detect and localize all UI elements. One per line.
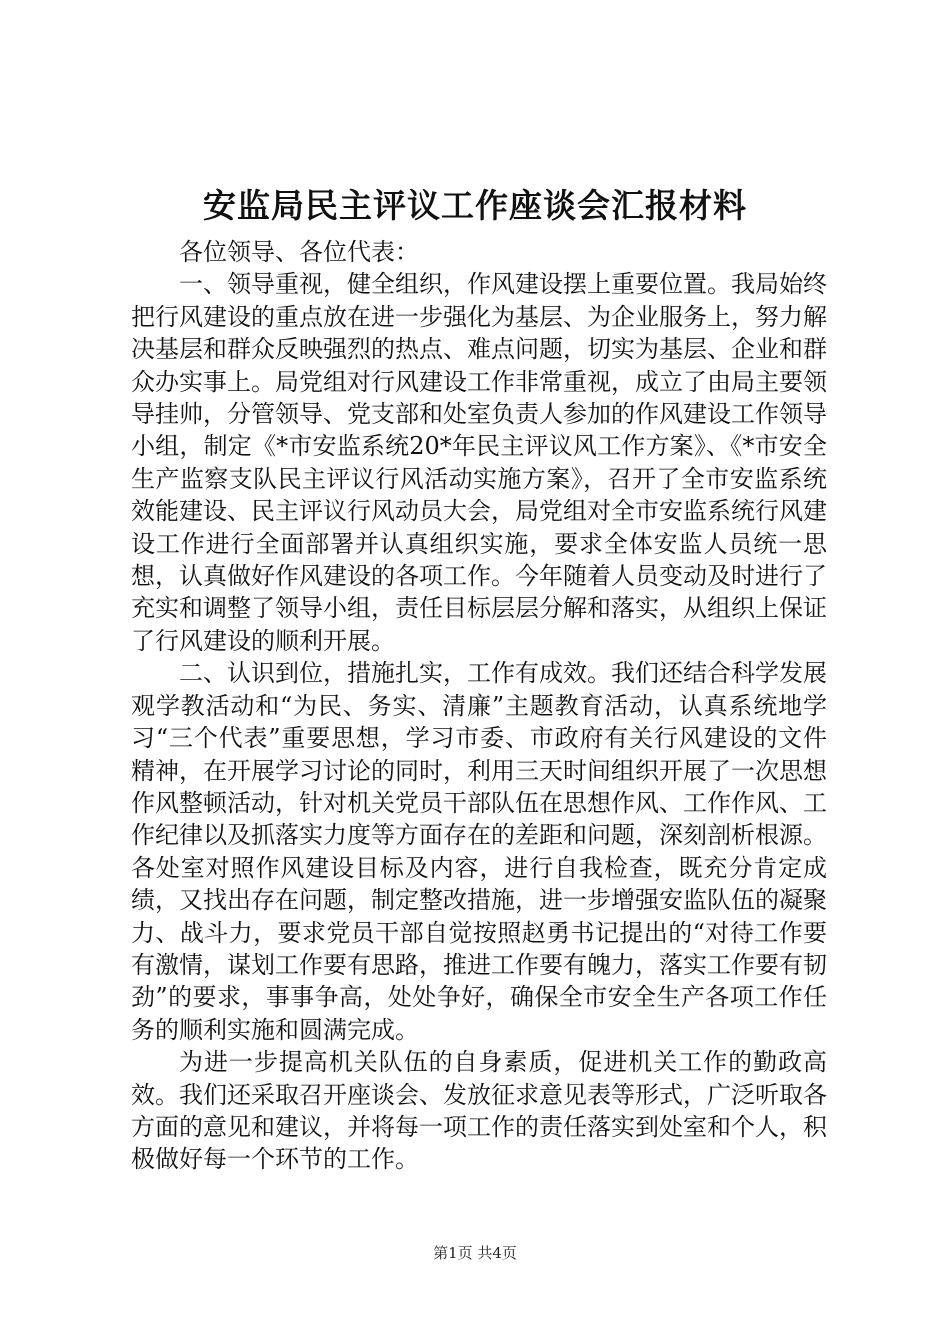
- paragraph-section-one: 一、领导重视，健全组织，作风建设摆上重要位置。我局始终把行风建设的重点放在进一步强化为基层、为企业服务上，努力解决基层和群众反映强烈的热点、难点问题，切实为基层、企业和群众办实事上。局党组对行风建设工作非常重视，成立了由局主要领导挂帅，分管领导、党支部和处室负责人参加的作风建设工作领导小组，制定《*市安监系统20*年民主评议风工作方案》、《*市安全生产监察支队民主评议行风活动实施方案》，召开了全市安监系统效能建设、民主评议行风动员大会，局党组对全市安监系统行风建设工作进行全面部署并认真组织实施，要求全体安监人员统一思想，认真做好作风建设的各项工作。今年随着人员变动及时进行了充实和调整了领导小组，责任目标层层分解和落实，从组织上保证了行风建设的顺利开展。: [131, 270, 827, 655]
- salutation: 各位领导、各位代表：: [179, 238, 419, 266]
- paragraph-section-two: 二、认识到位，措施扎实，工作有成效。我们还结合科学发展观学教活动和“为民、务实、清廉”主题教育活动，认真系统地学习“三个代表”重要思想，学习市委、市政府有关行风建设的文件精神，在开展学习讨论的同时，利用三天时间组织开展了一次思想作风整顿活动，针对机关党员干部队伍在思想作风、工作作风、工作纪律以及抓落实力度等方面存在的差距和问题，深刻剖析根源。各处室对照作风建设目标及内容，进行自我检查，既充分肯定成绩，又找出存在问题，制定整改措施，进一步增强安监队伍的凝聚力、战斗力，要求党员干部自觉按照赵勇书记提出的“对待工作要有激情，谋划工作要有思路，推进工作要有魄力，落实工作要有韧劲”的要求，事事争高，处处争好，确保全市安全生产各项工作任务的顺利实施和圆满完成。: [131, 659, 827, 1044]
- paragraph-closing: 为进一步提高机关队伍的自身素质，促进机关工作的勤政高效。我们还采取召开座谈会、发放征求意见表等形式，广泛听取各方面的意见和建议，并将每一项工作的责任落实到处室和个人，积极做好每一个环节的工作。: [131, 1048, 827, 1174]
- document-body: [131, 236, 827, 1176]
- page-footer: 第1页 共4页: [433, 1244, 517, 1262]
- document-title: 安监局民主评议工作座谈会汇报材料: [203, 186, 747, 225]
